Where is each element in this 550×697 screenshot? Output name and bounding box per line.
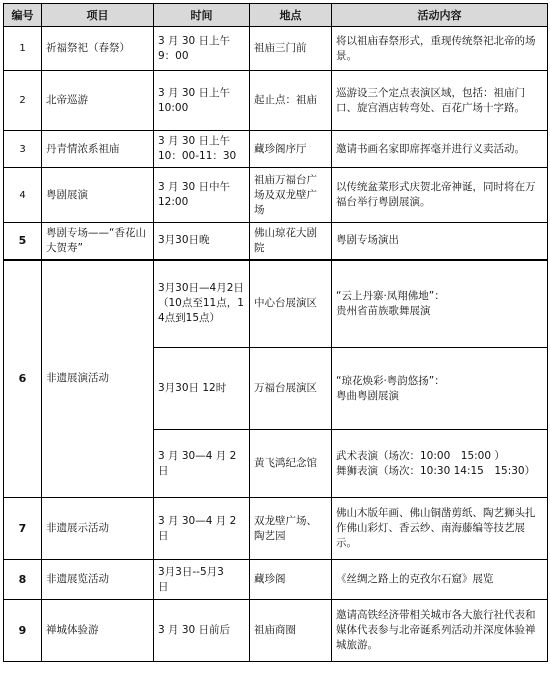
row-time: 3月30日 12时 (154, 348, 250, 430)
table-row (4, 168, 548, 223)
row-content: 邀请书画名家即席挥毫并进行义卖活动。 (332, 131, 548, 168)
row-number: 2 (4, 71, 42, 131)
row-time: 3月30日晚 (154, 223, 250, 260)
table-row (4, 260, 548, 348)
row-number: 5 (4, 223, 42, 260)
row-content: 以传统盆菜形式庆贺北帝神诞，同时将在万福台举行粤剧展演。 (332, 168, 548, 223)
row-number: 6 (4, 260, 42, 498)
row-item: 北帝巡游 (42, 71, 154, 131)
row-number: 8 (4, 560, 42, 600)
row-time: 3 月 30 日上午 10：00-11：30 (154, 131, 250, 168)
header-content: 活动内容 (332, 4, 548, 27)
row-item: 非遗展示活动 (42, 498, 154, 560)
header-number: 编号 (4, 4, 42, 27)
header-item: 项目 (42, 4, 154, 27)
row-time: 3 月 30 日上午 9：00 (154, 27, 250, 71)
table-row (4, 498, 548, 560)
row-number: 9 (4, 600, 42, 662)
row-time: 3 月 30—4 月 2 日 (154, 430, 250, 498)
row-place: 祖庙万福台广场及双龙壁广场 (250, 168, 332, 223)
row-time: 3 月 30 日上午 10:00 (154, 71, 250, 131)
row-item: 丹青情浓系祖庙 (42, 131, 154, 168)
row-time: 3 月 30 日中午 12:00 (154, 168, 250, 223)
row-item: 禅城体验游 (42, 600, 154, 662)
row-content: 邀请高铁经济带相关城市各大旅行社代表和媒体代表参与北帝诞系列活动并深度体验禅城旅游。 (332, 600, 548, 662)
row-content: “云上丹寨·凤翔佛地”： 贵州省苗族歌舞展演 (332, 260, 548, 348)
row-place: 黄飞鸿纪念馆 (250, 430, 332, 498)
row-number: 3 (4, 131, 42, 168)
row-place: 双龙壁广场、陶艺园 (250, 498, 332, 560)
row-place: 起止点：祖庙 (250, 71, 332, 131)
table-row (4, 131, 548, 168)
row-item: 非遗展览活动 (42, 560, 154, 600)
table-row (4, 71, 548, 131)
row-time: 3 月 30 日前后 (154, 600, 250, 662)
row-item: 非遗展演活动 (42, 260, 154, 498)
row-place: 佛山琼花大剧院 (250, 223, 332, 260)
row-place: 祖庙三门前 (250, 27, 332, 71)
row-place: 万福台展演区 (250, 348, 332, 430)
row-item: 粤剧展演 (42, 168, 154, 223)
row-number: 4 (4, 168, 42, 223)
row-time: 3 月 30—4 月 2 日 (154, 498, 250, 560)
row-place: 祖庙商圈 (250, 600, 332, 662)
row-number: 1 (4, 27, 42, 71)
row-content: 佛山木版年画、佛山铜凿剪纸、陶艺狮头扎作佛山彩灯、香云纱、南海藤编等技艺展示。 (332, 498, 548, 560)
row-number: 7 (4, 498, 42, 560)
table-row (4, 27, 548, 71)
row-item: 祈福祭祀（春祭） (42, 27, 154, 71)
row-content: 《丝绸之路上的克孜尔石窟》展览 (332, 560, 548, 600)
row-place: 中心台展演区 (250, 260, 332, 348)
schedule-table (3, 3, 548, 662)
header-row (4, 4, 548, 27)
table-row (4, 560, 548, 600)
row-item: 粤剧专场——“香花山大贺寿” (42, 223, 154, 260)
row-time: 3月30日—4月2日（10点至11点，14点到15点） (154, 260, 250, 348)
header-place: 地点 (250, 4, 332, 27)
row-content: “琼花焕彩·粤韵悠扬”： 粤曲粤剧展演 (332, 348, 548, 430)
row-place: 藏珍阁序厅 (250, 131, 332, 168)
table-row (4, 223, 548, 260)
header-time: 时间 (154, 4, 250, 27)
row-content: 粤剧专场演出 (332, 223, 548, 260)
row-time: 3月3日--5月3 日 (154, 560, 250, 600)
row-content: 武术表演（场次：10:00 15:00 ） 舞狮表演（场次：10:30 14:15 15:30） (332, 430, 548, 498)
row-content: 将以祖庙春祭形式，重现传统祭祀北帝的场景。 (332, 27, 548, 71)
row-place: 藏珍阁 (250, 560, 332, 600)
table-row (4, 600, 548, 662)
row-content: 巡游设三个定点表演区域，包括：祖庙门口、旋宫酒店转弯处、百花广场十字路。 (332, 71, 548, 131)
